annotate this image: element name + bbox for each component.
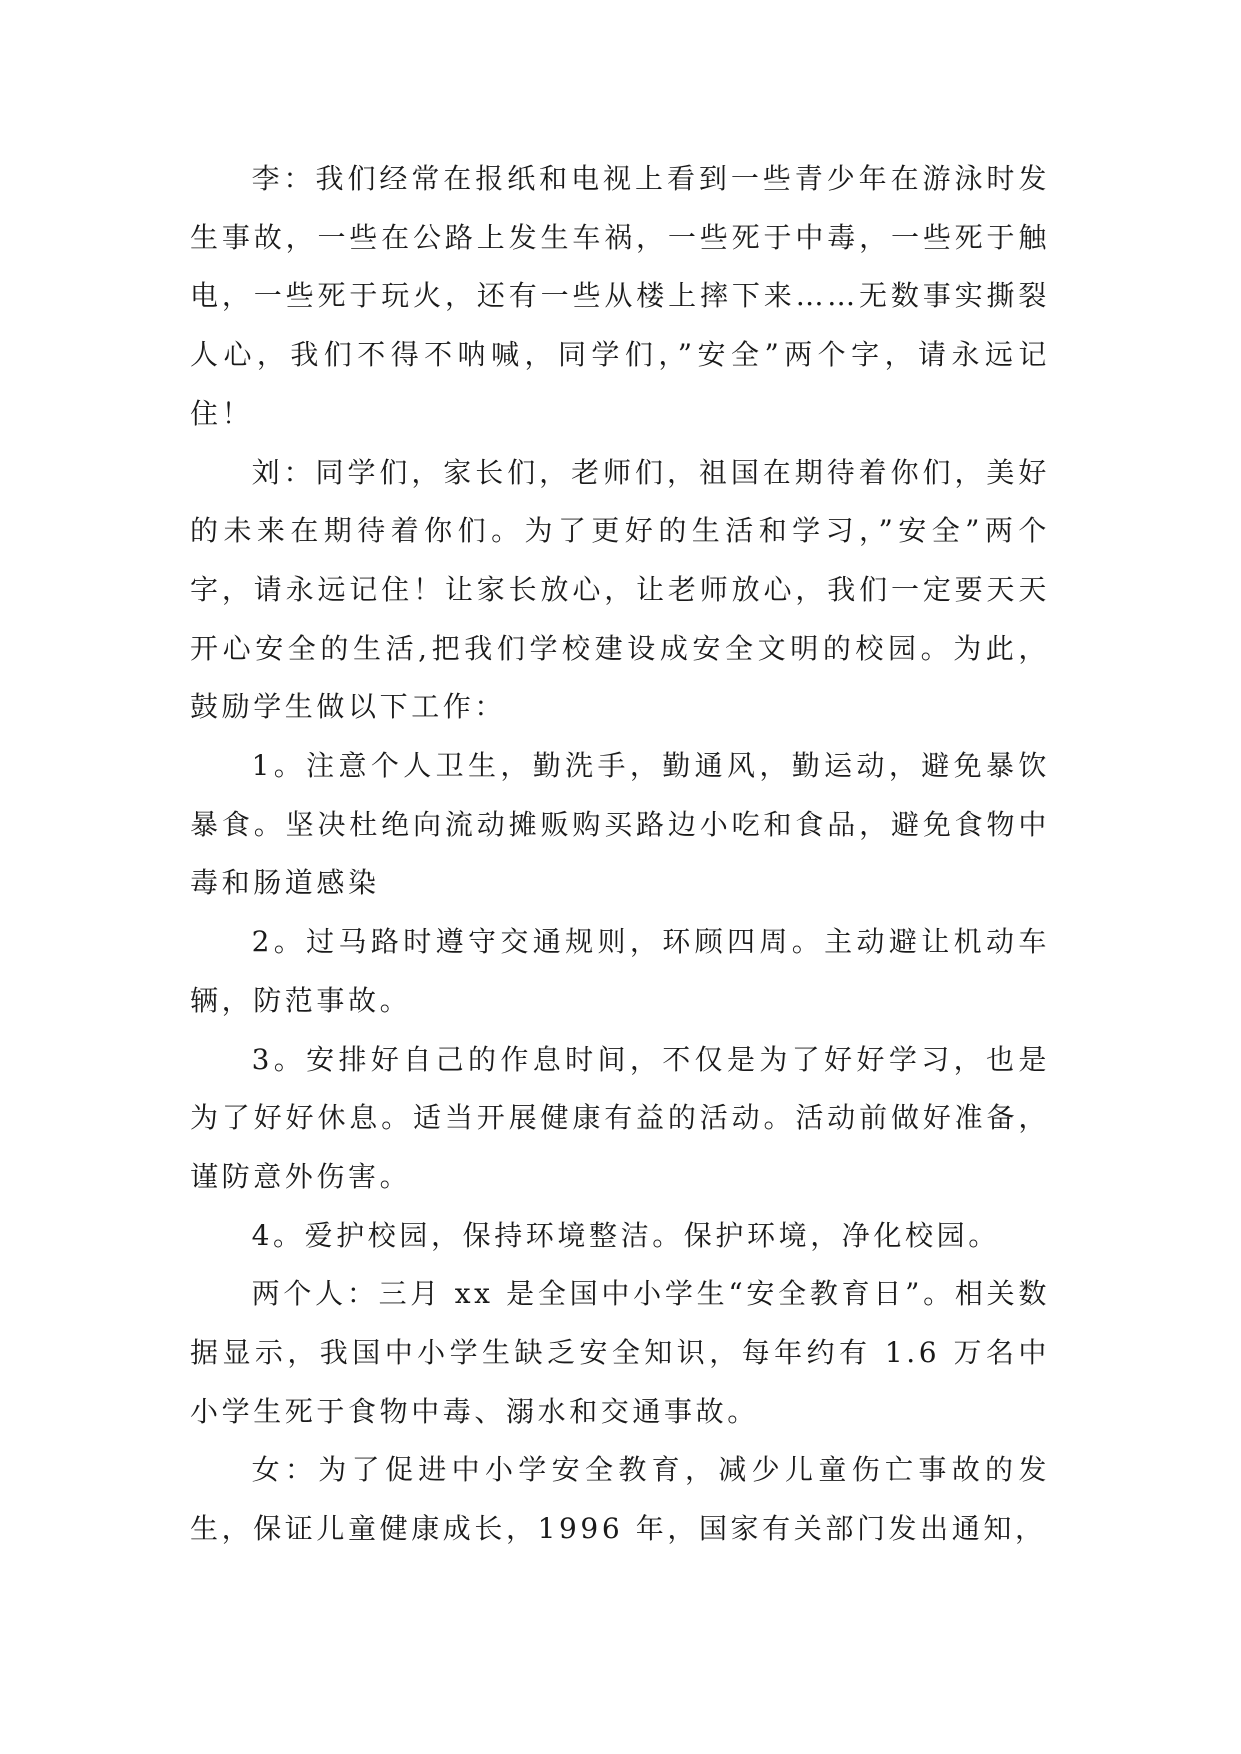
- document-body: [190, 150, 1050, 1559]
- paragraph-female-speech: 女：为了促进中小学安全教育，减少儿童伤亡事故的发生，保证儿童健康成长，1996 年，国家有关部门发出通知，: [190, 1453, 1050, 1546]
- paragraph-both-speech: 两个人：三月 xx 是全国中小学生“安全教育日”。相关数据显示，我国中小学生缺乏安全知识，每年约有 1.6 万名中小学生死于食物中毒、溺水和交通事故。: [190, 1277, 1050, 1428]
- paragraph-item-3: 3。安排好自己的作息时间，不仅是为了好好学习，也是为了好好休息。适当开展健康有益的活动。活动前做好准备，谨防意外伤害。: [190, 1042, 1050, 1193]
- paragraph-item-4: 4。爱护校园，保持环境整洁。保护环境，净化校园。: [251, 1218, 1000, 1252]
- paragraph-li-speech: 李：我们经常在报纸和电视上看到一些青少年在游泳时发生事故，一些在公路上发生车祸，一些死于中毒，一些死于触电，一些死于玩火，还有一些从楼上摔下来……无数事实撕裂人心，我们不得不呐喊，同学们，”安全”两个字，请永远记住！: [190, 162, 1050, 430]
- paragraph-liu-speech: 刘：同学们，家长们，老师们，祖国在期待着你们，美好的未来在期待着你们。为了更好的生活和学习，”安全”两个字，请永远记住！让家长放心，让老师放心，我们一定要天天开心安全的生活,把我们学校建设成安全文明的校园。为此，鼓励学生做以下工作：: [190, 455, 1050, 724]
- paragraph-item-1: 1。注意个人卫生，勤洗手，勤通风，勤运动，避免暴饮暴食。坚决杜绝向流动摊贩购买路边小吃和食品，避免食物中毒和肠道感染: [190, 749, 1050, 900]
- paragraph-item-2: 2。过马路时遵守交通规则，环顾四周。主动避让机动车辆，防范事故。: [190, 925, 1050, 1017]
